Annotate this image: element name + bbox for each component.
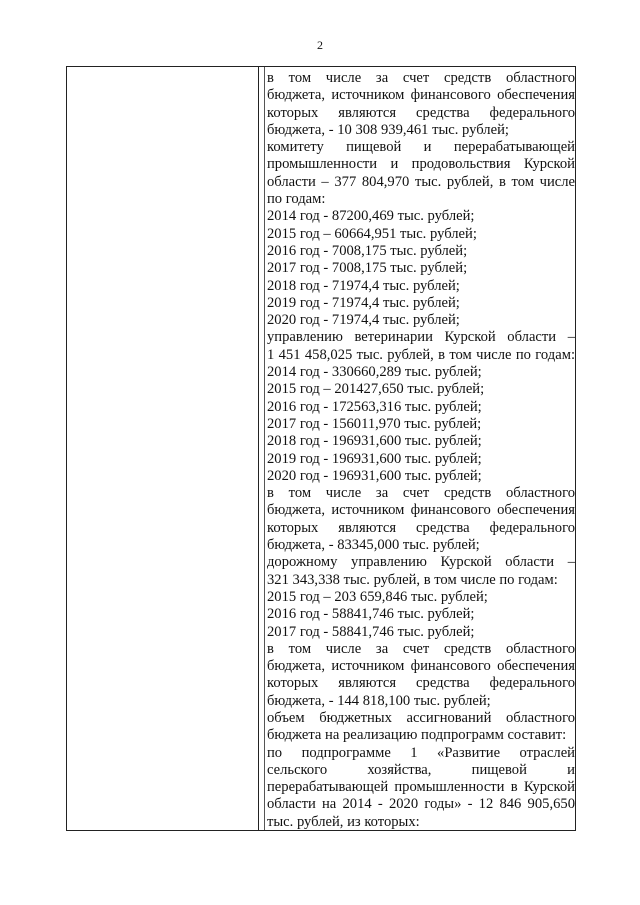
text-line: 2017 год - 156011,970 тыс. рублей; (267, 415, 482, 432)
text-line: 2020 год - 196931,600 тыс. рублей; (267, 467, 482, 484)
text-line: 2014 год - 330660,289 тыс. рублей; (267, 364, 482, 381)
text-line: тыс. рублей, из которых: (267, 813, 420, 830)
page-number: 2 (317, 38, 323, 52)
text-line: в том числе за счет средств областного (267, 70, 575, 86)
text-line: объем бюджетных ассигнований областного (267, 709, 575, 726)
text-line: бюджета, источником финансового обеспечения (267, 502, 575, 519)
funding-text-block (267, 70, 575, 831)
cell-inner-rule (264, 67, 265, 830)
text-line: в том числе за счет средств областного (267, 640, 575, 657)
text-line: 2019 год - 71974,4 тыс. рублей; (267, 294, 460, 311)
text-line: 1 451 458,025 тыс. рублей, в том числе по годам: (267, 346, 575, 363)
document-table (66, 66, 576, 831)
text-line: 2018 год - 196931,600 тыс. рублей; (267, 433, 482, 450)
text-line: 2017 год - 7008,175 тыс. рублей; (267, 260, 468, 277)
text-line: 2015 год – 201427,650 тыс. рублей; (267, 381, 485, 398)
text-line: 2014 год - 87200,469 тыс. рублей; (267, 208, 475, 225)
text-line: в том числе за счет средств областного (267, 485, 575, 502)
text-line: которых являются средства федерального (267, 104, 575, 121)
text-line: перерабатывающей промышленности в Курской (267, 779, 575, 796)
text-line: бюджета, - 83345,000 тыс. рублей; (267, 537, 480, 554)
text-line: сельского хозяйства, пищевой и (267, 761, 575, 778)
text-line: 2016 год - 7008,175 тыс. рублей; (267, 242, 468, 259)
text-line: промышленности и продовольствия Курской (267, 156, 575, 173)
text-line: которых являются средства федерального (267, 675, 575, 692)
text-line: 2020 год - 71974,4 тыс. рублей; (267, 312, 460, 329)
text-line: 2019 год - 196931,600 тыс. рублей; (267, 450, 482, 467)
text-line: 2018 год - 71974,4 тыс. рублей; (267, 277, 460, 294)
text-line: по подпрограмме 1 «Развитие отраслей (267, 744, 575, 761)
text-line: 2015 год – 60664,951 тыс. рублей; (267, 225, 477, 242)
text-line: комитету пищевой и перерабатывающей (267, 139, 575, 156)
table-left-cell (67, 67, 259, 830)
table-right-cell (259, 67, 575, 830)
text-line: 321 343,338 тыс. рублей, в том числе по годам: (267, 571, 558, 588)
text-line: которых являются средства федерального (267, 519, 575, 536)
text-line: бюджета, - 10 308 939,461 тыс. рублей; (267, 121, 509, 138)
text-line: области – 377 804,970 тыс. рублей, в том числе (267, 173, 575, 190)
text-line: 2016 год - 58841,746 тыс. рублей; (267, 606, 475, 623)
text-line: управлению ветеринарии Курской области – (267, 329, 575, 346)
text-line: 2015 год – 203 659,846 тыс. рублей; (267, 588, 488, 605)
text-line: по годам: (267, 191, 326, 208)
text-line: бюджета, - 144 818,100 тыс. рублей; (267, 692, 491, 709)
text-line: 2016 год - 172563,316 тыс. рублей; (267, 398, 482, 415)
text-line: области на 2014 - 2020 годы» - 12 846 905,650 (267, 796, 575, 813)
text-line: дорожному управлению Курской области – (267, 554, 575, 571)
text-line: 2017 год - 58841,746 тыс. рублей; (267, 623, 475, 640)
text-line: бюджета, источником финансового обеспечения (267, 658, 575, 675)
text-line: бюджета, источником финансового обеспечения (267, 87, 575, 104)
text-line: бюджета на реализацию подпрограмм составит: (267, 727, 567, 744)
